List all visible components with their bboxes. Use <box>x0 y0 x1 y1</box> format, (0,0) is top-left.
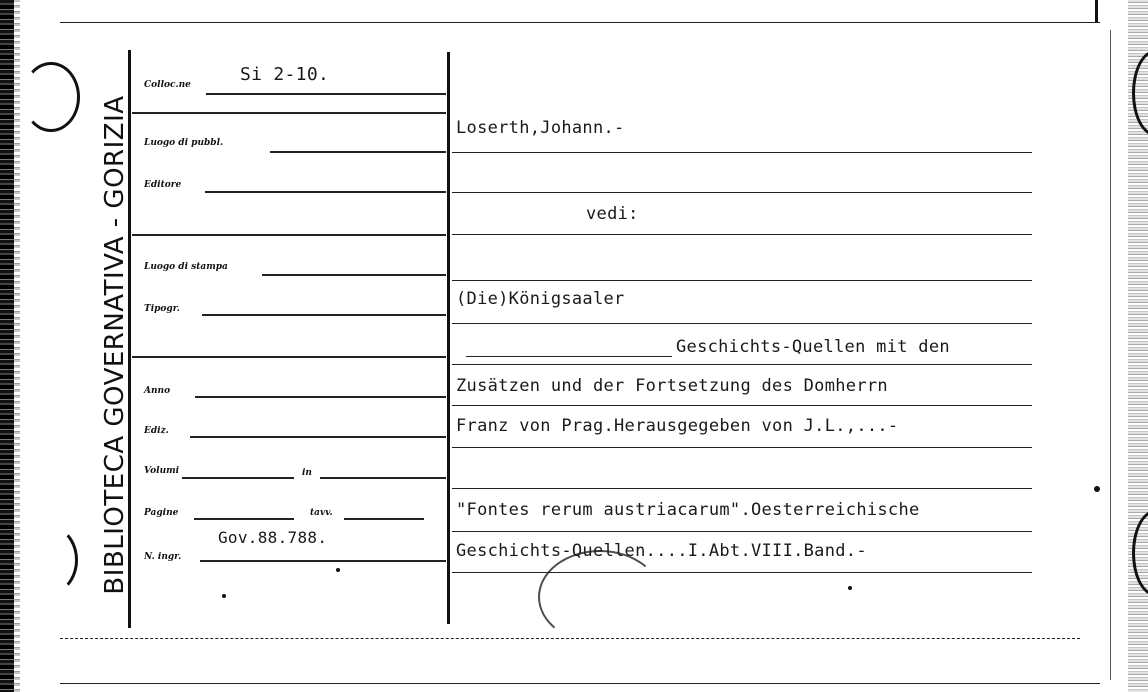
plates-label: tavv. <box>310 508 333 518</box>
pages-label: Pagine <box>144 508 179 518</box>
entry-rule-11 <box>452 572 1032 573</box>
entry-rule-9 <box>452 488 1032 489</box>
volumes-in-label: in <box>302 468 312 478</box>
card-corner-mark <box>1095 0 1098 22</box>
edition-label: Ediz. <box>144 426 169 436</box>
see-reference: vedi: <box>586 204 639 224</box>
collocation-line <box>206 93 446 95</box>
title-dash-rule <box>466 356 672 357</box>
section-divider-1 <box>132 112 446 114</box>
title-line-2: Geschichts-Quellen mit den <box>676 337 950 357</box>
series-line-2: Geschichts-Quellen....I.Abt.VIII.Band.- <box>456 541 867 561</box>
section-divider-3 <box>132 356 446 358</box>
entry-rule-2 <box>452 192 1032 193</box>
inventory-number-value: Gov.88.788. <box>218 528 328 547</box>
entry-rule-7 <box>452 405 1032 406</box>
volumes-label: Volumi <box>144 466 180 476</box>
collocation-value: Si 2-10. <box>240 64 330 85</box>
entry-rule-1 <box>452 152 1032 153</box>
place-of-publication-line <box>270 151 446 153</box>
plates-line <box>344 518 424 520</box>
entry-rule-10 <box>452 531 1032 532</box>
pages-line <box>194 518 294 520</box>
punch-hole-bottom <box>20 525 78 595</box>
entry-rule-5 <box>452 323 1032 324</box>
entry-rule-6 <box>452 364 1032 365</box>
ink-dot <box>1094 486 1100 492</box>
punch-hole-top <box>22 62 80 132</box>
inventory-number-line <box>200 560 446 562</box>
collocation-label: Colloc.ne <box>144 80 191 90</box>
scan-edge-left-noise <box>14 0 20 692</box>
entry-rule-3 <box>452 234 1032 235</box>
library-name: BIBLIOTECA GOVERNATIVA - GORIZIA <box>100 95 130 595</box>
card-right-edge <box>1110 30 1111 680</box>
ink-dot-left-2 <box>222 594 226 598</box>
title-line-4: Franz von Prag.Herausgegeben von J.L.,...- <box>456 416 899 436</box>
ink-dot-right <box>848 586 852 590</box>
printer-line <box>202 314 446 316</box>
section-divider-2 <box>132 234 446 236</box>
center-rule <box>447 52 450 624</box>
scan-edge-left <box>0 0 14 692</box>
entry-rule-8 <box>452 447 1032 448</box>
place-of-publication-label: Luogo di pubbl. <box>144 138 224 148</box>
edition-line <box>190 436 446 438</box>
ink-dot-left <box>336 568 340 572</box>
volumes-in-line <box>320 477 446 479</box>
stamp-fragment <box>538 550 662 644</box>
publisher-line <box>205 191 446 193</box>
card-lower-edge <box>60 683 1100 684</box>
series-line-1: "Fontes rerum austriacarum".Oesterreichische <box>456 500 920 520</box>
left-margin-rule <box>128 50 131 628</box>
year-label: Anno <box>144 386 171 396</box>
place-of-printing-line <box>262 274 446 276</box>
publisher-label: Editore <box>144 180 182 190</box>
author-heading: Loserth,Johann.- <box>456 118 625 138</box>
place-of-printing-label: Luogo di stampa <box>144 262 228 272</box>
volumes-line <box>182 477 294 479</box>
year-line <box>195 396 446 398</box>
title-line-3: Zusätzen und der Fortsetzung des Domherrn <box>456 376 888 396</box>
entry-rule-4 <box>452 280 1032 281</box>
card-top-edge <box>60 22 1100 23</box>
inventory-number-label: N. ingr. <box>144 552 182 562</box>
printer-label: Tipogr. <box>144 304 180 314</box>
title-line-1: (Die)Königsaaler <box>456 289 625 309</box>
